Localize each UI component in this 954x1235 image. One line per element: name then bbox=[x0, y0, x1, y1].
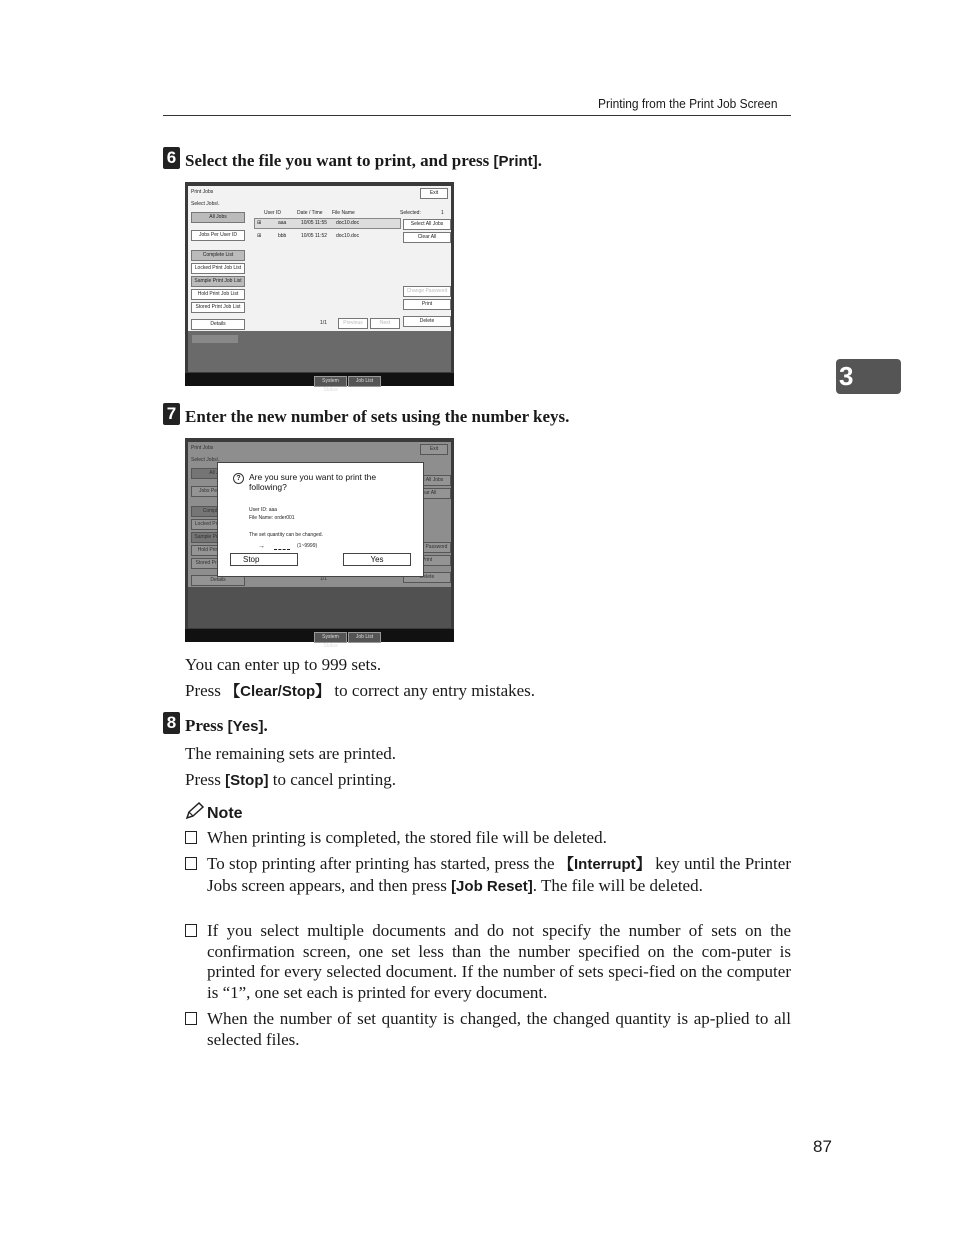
confirm-print-dialog bbox=[217, 462, 424, 577]
print-jobs-screenshot bbox=[185, 182, 454, 393]
exit-button[interactable]: Exit bbox=[420, 188, 448, 199]
checkbox-icon bbox=[185, 857, 197, 870]
header-rule bbox=[163, 115, 791, 116]
select-all-jobs-button[interactable]: Select All Jobs bbox=[403, 219, 451, 230]
step-6-number: 6 bbox=[163, 147, 180, 169]
step-8-text: Press [Yes]. bbox=[185, 716, 268, 735]
quantity-input[interactable] bbox=[274, 548, 290, 550]
note-item: To stop printing after printing has started, press the 【Interrupt】 key until the Printer Jobs screen appears, and then press [Job Reset]. The file will be deleted. bbox=[185, 854, 791, 916]
system-status-tab[interactable]: System Status bbox=[314, 376, 347, 387]
print-jobs-panel bbox=[188, 186, 451, 331]
all-jobs-button[interactable]: All Jobs bbox=[191, 212, 245, 223]
selected-label: Selected: bbox=[400, 210, 421, 216]
dialog-file-name: File Name: order001 bbox=[249, 515, 295, 521]
quantity-range: (1~9999) bbox=[297, 543, 318, 549]
note-item: When the number of set quantity is changed, the changed quantity is ap-plied to all selected files. bbox=[185, 1009, 791, 1051]
dialog-note: The set quantity can be changed. bbox=[249, 532, 323, 538]
table-row[interactable]: ⊞ aaa 10/05 11:55 doc10.doc bbox=[254, 218, 401, 229]
job-list-tab[interactable]: Job List bbox=[348, 376, 381, 387]
para-press-stop: Press [Stop] to cancel printing. bbox=[185, 770, 396, 789]
confirm-print-screenshot bbox=[185, 438, 454, 649]
note-item: When printing is completed, the stored file will be deleted. bbox=[185, 828, 791, 849]
col-file-name: File Name bbox=[332, 210, 355, 216]
lower-area bbox=[188, 331, 451, 372]
dialog-title: Are you sure you want to print the following? bbox=[249, 472, 377, 492]
system-status-tab[interactable]: System Status bbox=[314, 632, 347, 643]
col-date-time: Date / Time bbox=[297, 210, 323, 216]
previous-button[interactable]: Previous bbox=[338, 318, 368, 329]
question-icon: ? bbox=[233, 473, 244, 484]
yes-button[interactable]: Yes bbox=[343, 553, 411, 566]
para-max-sets: You can enter up to 999 sets. bbox=[185, 655, 382, 674]
chapter-tab: 3 bbox=[836, 359, 901, 394]
checkbox-icon bbox=[185, 924, 197, 937]
col-user-id: User ID bbox=[264, 210, 281, 216]
selected-count: 1 bbox=[441, 210, 444, 216]
page-number: 87 bbox=[813, 1137, 832, 1156]
note-title: Note bbox=[207, 805, 243, 822]
page-indicator: 1/1 bbox=[320, 320, 327, 326]
clear-all-button[interactable]: Clear All bbox=[403, 232, 451, 243]
select-jobs-label: Select Jobs\. bbox=[191, 201, 220, 207]
sample-print-list-button[interactable]: Sample Print Job List bbox=[191, 276, 245, 287]
dialog-user-id: User ID: aaa bbox=[249, 507, 278, 513]
hold-print-list-button[interactable]: Hold Print Job List bbox=[191, 289, 245, 300]
screen-title: Print Jobs bbox=[191, 189, 214, 195]
complete-list-button[interactable]: Complete List bbox=[191, 250, 245, 261]
step-7-number: 7 bbox=[163, 403, 180, 425]
delete-button[interactable]: Delete bbox=[403, 316, 451, 327]
stop-button[interactable]: Stop bbox=[230, 553, 298, 566]
para-clear-stop: Press 【Clear/Stop】 to correct any entry mistakes. bbox=[185, 681, 536, 700]
next-button[interactable]: Next bbox=[370, 318, 400, 329]
details-button[interactable]: Details bbox=[191, 319, 245, 330]
step-6-text: Select the file you want to print, and press [Print]. bbox=[185, 151, 542, 170]
checkbox-icon bbox=[185, 1012, 197, 1025]
stored-print-list-button[interactable]: Stored Print Job List bbox=[191, 302, 245, 313]
running-header: Printing from the Print Job Screen bbox=[598, 96, 778, 111]
pencil-icon bbox=[185, 802, 205, 820]
print-button[interactable]: Print bbox=[403, 299, 451, 310]
step-8-number: 8 bbox=[163, 712, 180, 734]
locked-print-list-button[interactable]: Locked Print Job List bbox=[191, 263, 245, 274]
step-7-text: Enter the new number of sets using the number keys. bbox=[185, 407, 570, 426]
para-remaining-sets: The remaining sets are printed. bbox=[185, 744, 397, 763]
job-list-tab[interactable]: Job List bbox=[348, 632, 381, 643]
jobs-per-user-button[interactable]: Jobs Per User ID bbox=[191, 230, 245, 241]
arrow-icon: → bbox=[258, 543, 265, 550]
note-item: If you select multiple documents and do not specify the number of sets on the confirmation screen, one set less than the number specified on the com-puter is printed for every selected document. If the number of sets speci-fied on the computer is “1”, one set each is printed for every document. bbox=[185, 921, 791, 1005]
table-row[interactable]: ⊞ bbb 10/05 11:52 doc10.doc bbox=[254, 231, 401, 242]
checkbox-icon bbox=[185, 831, 197, 844]
change-password-button[interactable]: Change Password bbox=[403, 286, 451, 297]
